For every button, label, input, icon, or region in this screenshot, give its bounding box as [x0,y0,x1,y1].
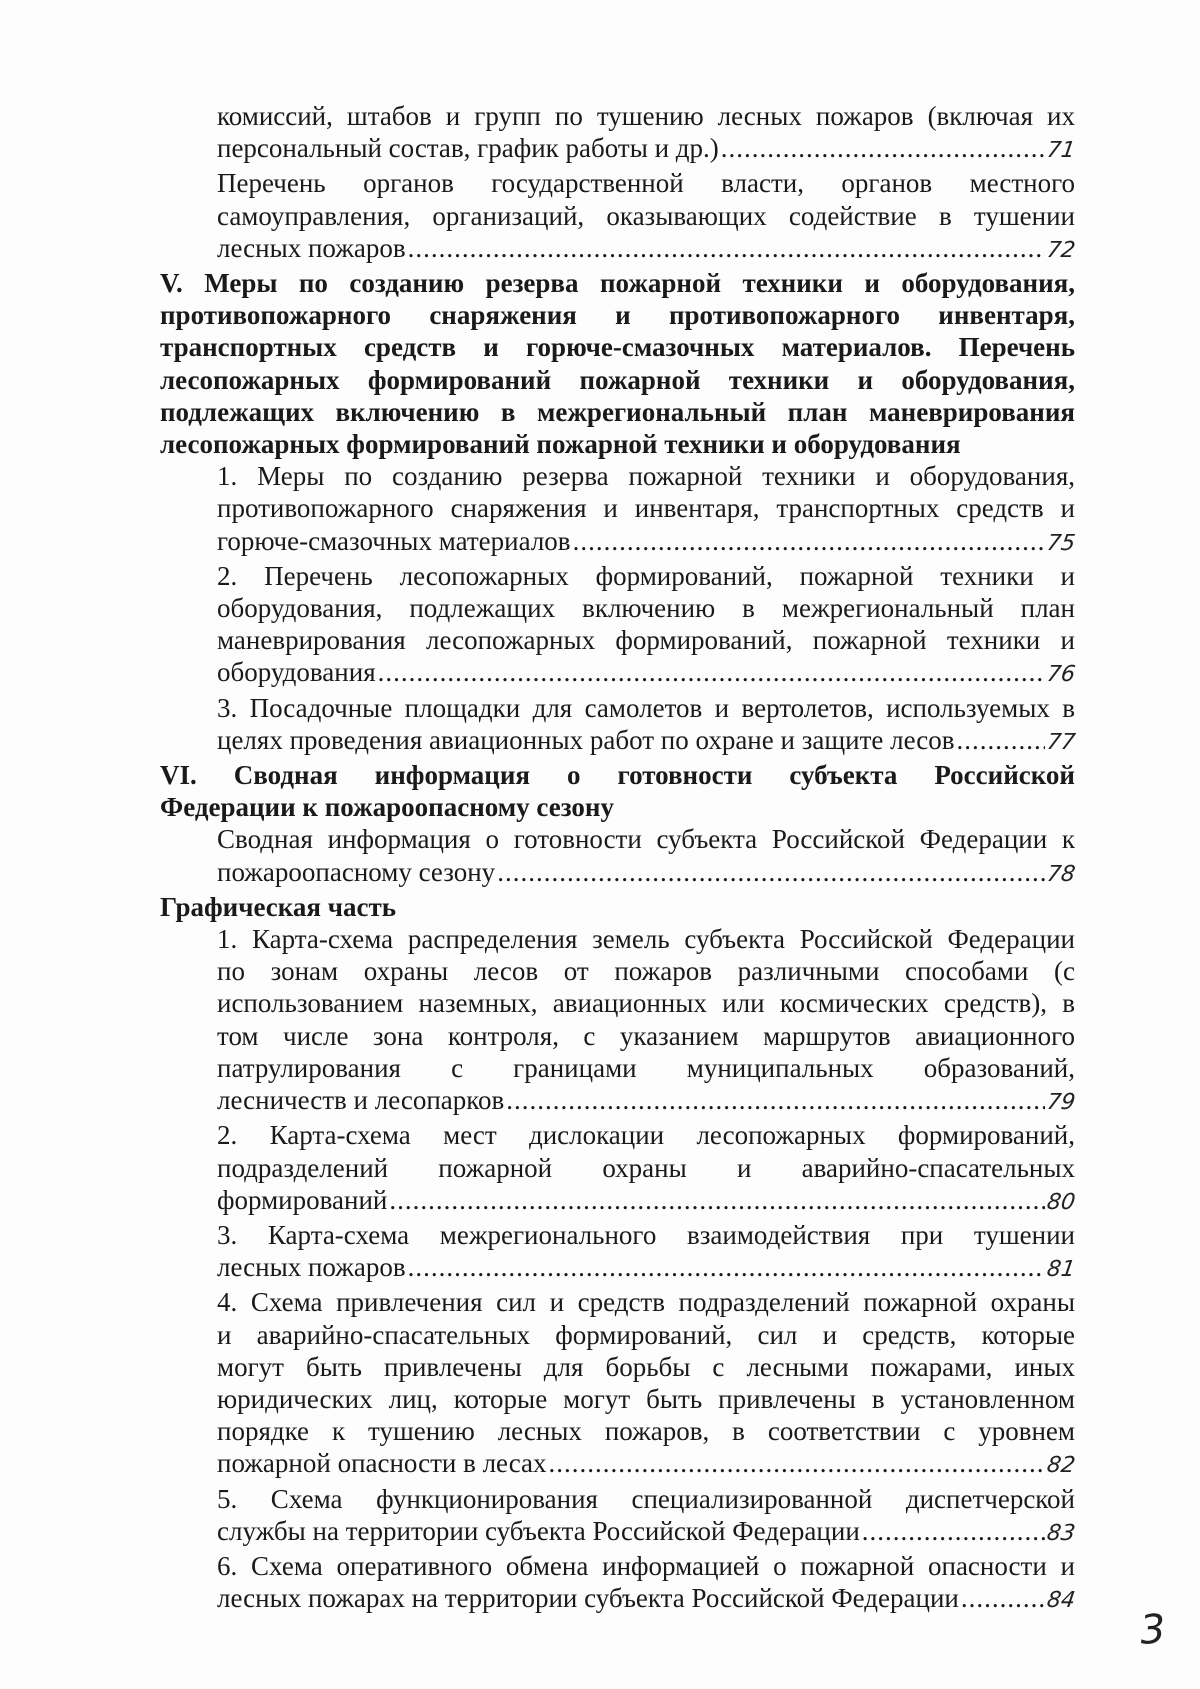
text-line: по зонам охраны лесов от пожаров различными способами (с [217,956,1075,987]
text-line: 3. Карта-схема межрегионального взаимодействия при тушении [217,1219,1075,1250]
text-line: 1. Карта-схема распределения земель субъекта Российской Федерации [217,924,1075,955]
text-line: юридических лиц, которые могут быть привлечены в установленном [217,1383,1075,1414]
text-line: 2. Перечень лесопожарных формирований, пожарной техники и [217,560,1075,591]
toc-entry-g-1 [217,923,1075,1119]
handwritten-page-ref: 78 [1045,861,1077,887]
text-line: подразделений пожарной охраны и аварийно-спасательных [217,1152,1075,1183]
handwritten-page-ref: 82 [1045,1453,1077,1479]
text-line: формирований [217,1184,388,1215]
section-heading-5 [160,267,1075,460]
text-line: целях проведения авиационных работ по охране и защите лесов [217,724,955,755]
text-line: 2. Карта-схема мест дислокации лесопожарных формирований, [217,1120,1075,1151]
toc-leader-line [217,232,1075,267]
heading-line: лесопожарных формирований пожарной техники и оборудования, [160,364,1075,395]
heading-line: V. Меры по созданию резерва пожарной техники и оборудования, [160,268,1075,299]
toc-leader-line [217,724,1075,759]
dot-leader [378,656,1045,688]
handwritten-page-ref: 72 [1045,237,1077,263]
dot-leader [721,132,1045,164]
handwritten-page-ref: 71 [1045,138,1077,164]
toc-entry-commissions [217,100,1075,167]
text-line: лесных пожаров [217,1252,406,1283]
dot-leader [408,232,1045,264]
text-line: Перечень органов государственной власти, органов местного [217,168,1075,199]
toc-leader-line [217,1582,1075,1617]
heading-line: Федерации к пожароопасному сезону [160,792,614,823]
table-of-contents [160,100,1075,1617]
dot-leader [862,1515,1045,1547]
toc-leader-line [217,856,1075,891]
toc-entry-g-5 [217,1483,1075,1550]
handwritten-page-ref: 81 [1045,1257,1077,1283]
dot-leader [573,525,1045,557]
handwritten-page-ref: 76 [1045,662,1077,688]
text-line: оборудования [217,657,376,688]
text-line: использованием наземных, авиационных или космических средств), в [217,988,1075,1019]
text-line: порядке к тушению лесных пожаров, в соответствии с уровнем [217,1416,1075,1447]
toc-leader-line [217,1084,1075,1119]
toc-leader-line [217,1184,1075,1219]
text-line: 3. Посадочные площадки для самолетов и вертолетов, используемых в [217,692,1075,723]
text-line: лесных пожарах на территории субъекта Российской Федерации [217,1583,959,1614]
text-line: маневрирования лесопожарных формирований, пожарной техники и [217,625,1075,656]
toc-leader-line [217,132,1075,167]
text-line: пожароопасному сезону [217,856,496,887]
dot-leader [389,1184,1045,1216]
text-line: 6. Схема оперативного обмена информацией о пожарной опасности и [217,1550,1075,1581]
handwritten-page-ref: 75 [1045,530,1077,556]
dot-leader [408,1251,1045,1283]
heading-line: VI. Сводная информация о готовности субъекта Российской [160,760,1075,791]
text-line: 4. Схема привлечения сил и средств подразделений пожарной охраны [217,1287,1075,1318]
text-line: 5. Схема функционирования специализированной диспетчерской [217,1483,1075,1514]
toc-entry-5-2 [217,560,1075,692]
text-line: лесничеств и лесопарков [217,1085,505,1116]
toc-entry-6-1 [217,823,1075,890]
toc-entry-g-2 [217,1119,1075,1219]
heading-line: транспортных средств и горюче-смазочных материалов. Перечень [160,332,1075,363]
text-line: пожарной опасности в лесах [217,1448,547,1479]
text-line: лесных пожаров [217,232,406,263]
text-line: 1. Меры по созданию резерва пожарной техники и оборудования, [217,461,1075,492]
handwritten-page-ref: 79 [1045,1090,1077,1116]
text-line: комиссий, штабов и групп по тушению лесных пожаров (включая их [217,101,1075,131]
toc-entry-authorities [217,167,1075,267]
handwritten-page-ref: 83 [1045,1520,1077,1546]
toc-entry-g-3 [217,1219,1075,1286]
toc-entry-5-1 [217,460,1075,560]
toc-entry-5-3 [217,692,1075,759]
toc-leader-line [217,1447,1075,1482]
text-line: и аварийно-спасательных формирований, сил и средств, которые [217,1319,1075,1350]
text-line: патрулирования с границами муниципальных образований, [217,1052,1075,1083]
text-line: том числе зона контроля, с указанием маршрутов авиационного [217,1020,1075,1051]
handwritten-page-number: 3 [1138,1606,1168,1654]
text-line: службы на территории субъекта Российской Федерации [217,1515,860,1546]
dot-leader [961,1582,1045,1614]
dot-leader [497,856,1045,888]
heading-line: подлежащих включению в межрегиональный план маневрирования [160,396,1075,427]
text-line: Сводная информация о готовности субъекта Российской Федерации к [217,824,1075,855]
heading-line: противопожарного снаряжения и противопожарного инвентаря, [160,300,1075,331]
text-line: горюче-смазочных материалов [217,525,571,556]
section-heading-graphic: Графическая часть [160,891,397,922]
text-line: самоуправления, организаций, оказывающих содействие в тушении [217,200,1075,231]
section-heading-6 [160,759,1075,823]
toc-entry-g-6 [217,1550,1075,1617]
heading-line: лесопожарных формирований пожарной техники и оборудования [160,429,961,460]
toc-leader-line [217,656,1075,691]
text-line: оборудования, подлежащих включению в межрегиональный план [217,593,1075,624]
toc-entry-g-4 [217,1286,1075,1482]
text-line: могут быть привлечены для борьбы с лесными пожарами, иных [217,1351,1075,1382]
handwritten-page-ref: 84 [1045,1588,1077,1614]
text-line: персональный состав, график работы и др.) [217,133,719,164]
handwritten-page-ref: 77 [1045,729,1077,755]
handwritten-page-ref: 80 [1045,1189,1077,1215]
toc-leader-line [217,1515,1075,1550]
dot-leader [549,1447,1045,1479]
toc-leader-line [217,525,1075,560]
dot-leader [506,1084,1045,1116]
text-line: противопожарного снаряжения и инвентаря, транспортных средств и [217,493,1075,524]
dot-leader [956,724,1045,756]
toc-leader-line [217,1251,1075,1286]
